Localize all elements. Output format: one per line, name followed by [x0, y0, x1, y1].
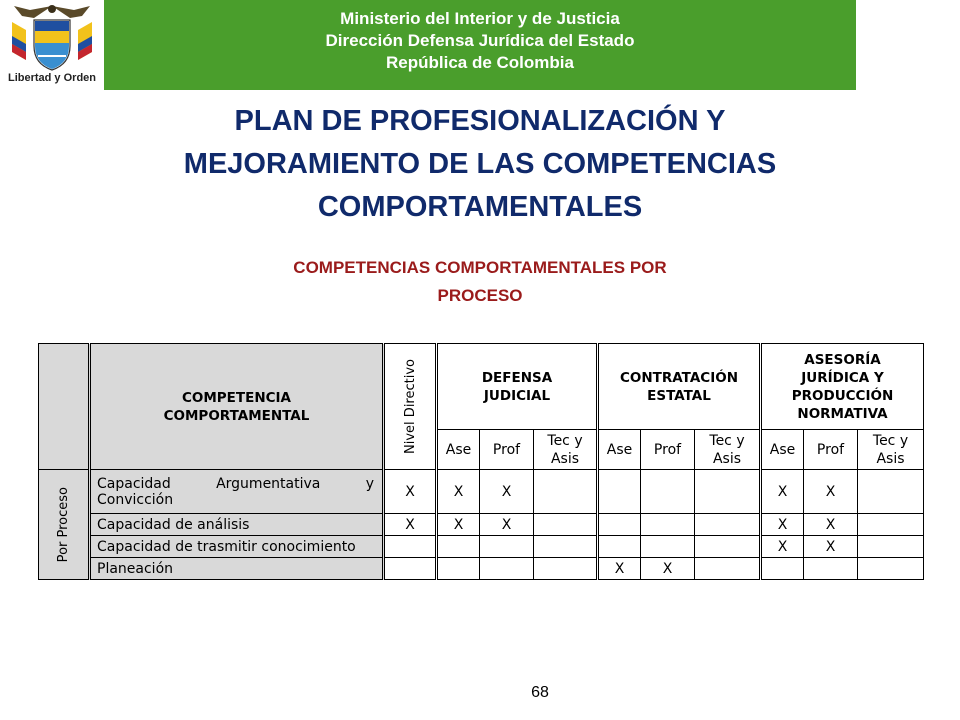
cell-contratacion-prof [641, 470, 695, 514]
cell-nivel-directivo: X [384, 470, 437, 514]
cell-defensa-prof: X [480, 514, 534, 536]
defensa-line-1: DEFENSA [481, 369, 553, 386]
contratacion-estatal-header [598, 344, 761, 430]
cell-asesoria-ase: X [761, 536, 804, 558]
subheader-tec-line-1: Tec y [709, 432, 745, 449]
cell-asesoria-prof [804, 558, 858, 580]
cell-defensa-tec [534, 514, 598, 536]
cell-contratacion-prof [641, 514, 695, 536]
cell-contratacion-tec [695, 470, 761, 514]
ministry-header [104, 0, 856, 90]
cell-nivel-directivo: X [384, 514, 437, 536]
cell-defensa-prof [480, 558, 534, 580]
cell-contratacion-ase [598, 470, 641, 514]
cell-defensa-prof: X [480, 470, 534, 514]
subheader-tec-asis [858, 430, 924, 470]
subheader-tec-asis [695, 430, 761, 470]
cell-contratacion-prof [641, 536, 695, 558]
competency-name: Capacidad de análisis [90, 514, 384, 536]
subheader-tec-line-2: Asis [550, 450, 580, 467]
cell-asesoria-ase: X [761, 470, 804, 514]
subheader-tec-line-2: Asis [876, 450, 905, 467]
defensa-line-2: JUDICIAL [483, 387, 551, 404]
cell-contratacion-prof: X [641, 558, 695, 580]
competency-name: Capacidad de trasmitir conocimiento [90, 536, 384, 558]
table-row [39, 536, 924, 558]
title-line-3: COMPORTAMENTALES [317, 191, 643, 223]
cell-contratacion-ase [598, 536, 641, 558]
competency-name-part-2: Argumentativa [216, 475, 321, 492]
defensa-judicial-header [437, 344, 598, 430]
cell-contratacion-tec [695, 558, 761, 580]
corner-cell [39, 344, 90, 470]
cell-asesoria-tec [858, 536, 924, 558]
subheader-ase: Ase [437, 430, 480, 470]
subheader-tec-asis [534, 430, 598, 470]
subheader-prof: Prof [804, 430, 858, 470]
subtitle-line-2: PROCESO [437, 286, 523, 305]
cell-asesoria-prof: X [804, 514, 858, 536]
subheader-ase: Ase [598, 430, 641, 470]
subtitle-line-1: COMPETENCIAS COMPORTAMENTALES POR [293, 258, 667, 277]
subheader-tec-line-1: Tec y [872, 432, 909, 449]
competency-header-line-2: COMPORTAMENTAL [163, 407, 310, 424]
cell-asesoria-tec [858, 558, 924, 580]
page-number: 68 [531, 684, 549, 701]
asesoria-line-1: ASESORÍA [804, 351, 881, 368]
cell-contratacion-ase: X [598, 558, 641, 580]
cell-defensa-tec [534, 470, 598, 514]
competency-name: Planeación [90, 558, 384, 580]
competency-name [90, 470, 384, 514]
competency-name-part-3: y [365, 475, 374, 492]
cell-contratacion-ase [598, 514, 641, 536]
cell-asesoria-prof: X [804, 470, 858, 514]
nivel-directivo-label: Nivel Directivo [402, 359, 418, 454]
competency-name-part-1: Capacidad [97, 475, 171, 492]
nivel-directivo-header [384, 344, 437, 470]
cell-asesoria-ase [761, 558, 804, 580]
cell-asesoria-tec [858, 514, 924, 536]
asesoria-juridica-header [761, 344, 924, 430]
row-group-label-cell [39, 470, 90, 580]
cell-asesoria-prof: X [804, 536, 858, 558]
cell-asesoria-tec [858, 470, 924, 514]
title-line-1: PLAN DE PROFESIONALIZACIÓN Y [234, 105, 726, 137]
logo-motto: Libertad y Orden [7, 72, 97, 84]
page-title [60, 100, 900, 229]
cell-asesoria-ase: X [761, 514, 804, 536]
contratacion-line-1: CONTRATACIÓN [620, 369, 738, 386]
subheader-tec-line-2: Asis [712, 450, 742, 467]
title-line-2: MEJORAMIENTO DE LAS COMPETENCIAS [183, 148, 777, 180]
table-row [39, 558, 924, 580]
competencies-table [38, 343, 924, 580]
cell-defensa-tec [534, 536, 598, 558]
asesoria-line-2: JURÍDICA Y [801, 369, 884, 386]
cell-defensa-tec [534, 558, 598, 580]
header-line-1: Ministerio del Interior y de Justicia [340, 9, 620, 28]
subheader-prof: Prof [480, 430, 534, 470]
contratacion-line-2: ESTATAL [647, 387, 711, 404]
competency-header [90, 344, 384, 470]
cell-nivel-directivo [384, 558, 437, 580]
cell-nivel-directivo [384, 536, 437, 558]
subheader-ase: Ase [761, 430, 804, 470]
cell-defensa-ase: X [437, 514, 480, 536]
table-row [39, 470, 924, 514]
table-row [39, 514, 924, 536]
asesoria-line-4: NORMATIVA [797, 405, 888, 422]
subheader-tec-line-1: Tec y [547, 432, 583, 449]
cell-defensa-ase: X [437, 470, 480, 514]
asesoria-line-3: PRODUCCIÓN [791, 387, 894, 404]
cell-defensa-prof [480, 536, 534, 558]
subheader-prof: Prof [641, 430, 695, 470]
cell-defensa-ase [437, 536, 480, 558]
section-subtitle [180, 254, 780, 310]
header-line-3: República de Colombia [386, 53, 574, 72]
cell-contratacion-tec [695, 514, 761, 536]
competency-header-line-1: COMPETENCIA [181, 389, 292, 406]
cell-defensa-ase [437, 558, 480, 580]
row-group-label: Por Proceso [56, 486, 71, 563]
header-line-2: Dirección Defensa Jurídica del Estado [325, 31, 635, 50]
competency-name-line-2: Convicción [97, 491, 174, 508]
cell-contratacion-tec [695, 536, 761, 558]
